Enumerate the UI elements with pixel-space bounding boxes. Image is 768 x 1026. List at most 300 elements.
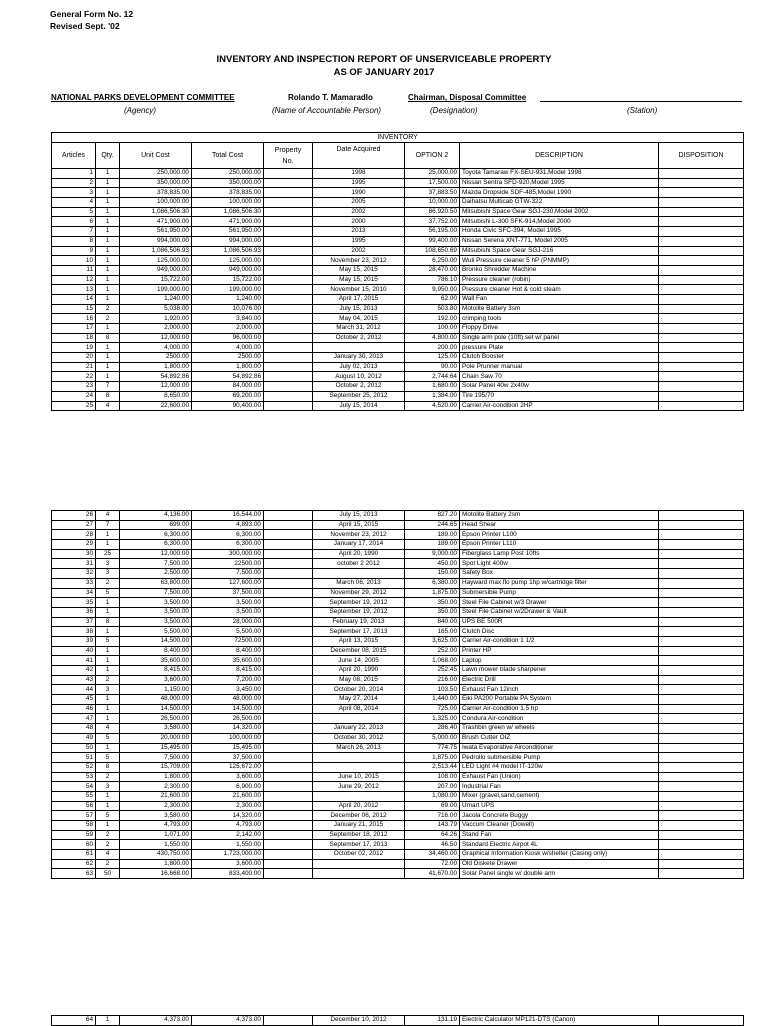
cell-date-acquired xyxy=(313,859,405,869)
cell-unit-cost: 350,000.00 xyxy=(120,178,192,188)
cell-unit-cost: 12,000.00 xyxy=(120,549,192,559)
cell-total-cost: 4,373.00 xyxy=(192,1016,264,1026)
cell-description: Carrier Air-condition 1.5 hp xyxy=(460,704,659,714)
table-row xyxy=(52,695,744,705)
cell-qty: 1 xyxy=(96,217,120,227)
cell-disposition xyxy=(659,850,744,860)
table-row xyxy=(52,598,744,608)
cell-qty: 1 xyxy=(96,198,120,208)
cell-unit-cost: 21,600.00 xyxy=(120,791,192,801)
cell-option2: 90.00 xyxy=(405,362,460,372)
cell-description: Carrier Air-condition 2HP xyxy=(460,401,659,411)
table-row xyxy=(52,549,744,559)
cell-unit-cost: 994,000.00 xyxy=(120,236,192,246)
cell-total-cost: 14,320.00 xyxy=(192,724,264,734)
cell-article-no: 26 xyxy=(52,511,96,521)
cell-qty: 8 xyxy=(96,391,120,401)
cell-article-no: 51 xyxy=(52,753,96,763)
cell-unit-cost: 471,900.00 xyxy=(120,217,192,227)
cell-disposition xyxy=(659,401,744,411)
cell-article-no: 20 xyxy=(52,353,96,363)
cell-date-acquired: September 19, 2012 xyxy=(313,607,405,617)
cell-total-cost: 471,900.00 xyxy=(192,217,264,227)
cell-property-no xyxy=(264,588,313,598)
cell-article-no: 59 xyxy=(52,830,96,840)
cell-qty: 1 xyxy=(96,530,120,540)
cell-disposition xyxy=(659,549,744,559)
cell-date-acquired: February 19, 2013 xyxy=(313,617,405,627)
table-row xyxy=(52,636,744,646)
cell-description: Clutch Booster xyxy=(460,353,659,363)
cell-unit-cost: 8,415.00 xyxy=(120,666,192,676)
cell-description: Jacola Concrete Buggy xyxy=(460,811,659,821)
cell-total-cost: 2,300.00 xyxy=(192,801,264,811)
cell-property-no xyxy=(264,304,313,314)
cell-description: Hayward max flo pump 1hp w/cartridge filter xyxy=(460,578,659,588)
cell-date-acquired: October 30, 2012 xyxy=(313,733,405,743)
cell-date-acquired: 1990 xyxy=(313,188,405,198)
cell-total-cost: 1,086,506.93 xyxy=(192,246,264,256)
cell-disposition xyxy=(659,762,744,772)
cell-property-no xyxy=(264,704,313,714)
cell-disposition xyxy=(659,169,744,179)
cell-option2: 25,000.00 xyxy=(405,169,460,179)
table-row xyxy=(52,830,744,840)
cell-total-cost: 8,415.00 xyxy=(192,666,264,676)
cell-disposition xyxy=(659,743,744,753)
cell-qty: 2 xyxy=(96,859,120,869)
cell-unit-cost: 5,500.00 xyxy=(120,627,192,637)
cell-property-no xyxy=(264,198,313,208)
cell-date-acquired: July 15, 2013 xyxy=(313,511,405,521)
cell-date-acquired: 2002 xyxy=(313,246,405,256)
cell-property-no xyxy=(264,362,313,372)
cell-total-cost: 26,500.00 xyxy=(192,714,264,724)
cell-disposition xyxy=(659,362,744,372)
table-row xyxy=(52,588,744,598)
cell-article-no: 16 xyxy=(52,314,96,324)
cell-property-no xyxy=(264,714,313,724)
cell-date-acquired: 1995 xyxy=(313,178,405,188)
cell-disposition xyxy=(659,256,744,266)
inventory-table-3 xyxy=(51,1015,744,1026)
table-row xyxy=(52,791,744,801)
cell-unit-cost: 1,800.00 xyxy=(120,362,192,372)
cell-date-acquired: March 26, 2013 xyxy=(313,743,405,753)
cell-property-no xyxy=(264,559,313,569)
cell-qty: 1 xyxy=(96,791,120,801)
cell-date-acquired xyxy=(313,791,405,801)
cell-article-no: 1 xyxy=(52,169,96,179)
cell-qty: 4 xyxy=(96,724,120,734)
cell-qty: 1 xyxy=(96,294,120,304)
cell-total-cost: 199,000.00 xyxy=(192,285,264,295)
report-title: INVENTORY AND INSPECTION REPORT OF UNSERVICEABLE PROPERTY xyxy=(216,54,552,65)
cell-article-no: 2 xyxy=(52,178,96,188)
cell-property-no xyxy=(264,743,313,753)
cell-option2: 56,195.00 xyxy=(405,227,460,237)
cell-option2: 450.00 xyxy=(405,559,460,569)
cell-description: Bronko Shredder Machine xyxy=(460,265,659,275)
cell-article-no: 46 xyxy=(52,704,96,714)
cell-total-cost: 3,840.00 xyxy=(192,314,264,324)
cell-article-no: 61 xyxy=(52,850,96,860)
cell-total-cost: 21,600.00 xyxy=(192,791,264,801)
cell-description: Brush Cutter OIZ xyxy=(460,733,659,743)
cell-article-no: 24 xyxy=(52,391,96,401)
cell-description: pressure Plate xyxy=(460,343,659,353)
table-row xyxy=(52,821,744,831)
cell-qty: 5 xyxy=(96,753,120,763)
cell-date-acquired: January 17, 2014 xyxy=(313,540,405,550)
cell-property-no xyxy=(264,391,313,401)
cell-disposition xyxy=(659,333,744,343)
cell-date-acquired: December 08, 2015 xyxy=(313,646,405,656)
cell-description: Mitsubishi Space Gear SGJ-230,Model 2002 xyxy=(460,207,659,217)
cell-option2: 72.00 xyxy=(405,859,460,869)
cell-total-cost: 561,950.00 xyxy=(192,227,264,237)
cell-article-no: 63 xyxy=(52,869,96,879)
cell-description: Lawn mower blade sharpener xyxy=(460,666,659,676)
cell-unit-cost: 16,668.00 xyxy=(120,869,192,879)
cell-description: Spot Light 400w xyxy=(460,559,659,569)
cell-date-acquired: April 08, 2014 xyxy=(313,704,405,714)
cell-disposition xyxy=(659,627,744,637)
cell-description: Safety Box xyxy=(460,569,659,579)
cell-total-cost: 378,835.00 xyxy=(192,188,264,198)
cell-qty: 1 xyxy=(96,169,120,179)
cell-option2: 143.79 xyxy=(405,821,460,831)
cell-qty: 7 xyxy=(96,382,120,392)
cell-description: Mitsubishi L-300 SFK-914,Model 2000 xyxy=(460,217,659,227)
cell-unit-cost: 48,000.00 xyxy=(120,695,192,705)
cell-article-no: 58 xyxy=(52,821,96,831)
cell-qty: 5 xyxy=(96,636,120,646)
cell-date-acquired: october 2 2012 xyxy=(313,559,405,569)
cell-option2: 62.00 xyxy=(405,294,460,304)
cell-disposition xyxy=(659,714,744,724)
table-header xyxy=(52,143,744,169)
accountable-label: (Name of Accountable Person) xyxy=(272,106,382,115)
cell-qty: 1 xyxy=(96,275,120,285)
cell-disposition xyxy=(659,869,744,879)
cell-disposition xyxy=(659,724,744,734)
cell-article-no: 10 xyxy=(52,256,96,266)
cell-total-cost: 3,600.00 xyxy=(192,859,264,869)
cell-description: Fiberglass Lamp Post 10fts xyxy=(460,549,659,559)
cell-qty: 5 xyxy=(96,811,120,821)
cell-qty: 1 xyxy=(96,627,120,637)
col-unit-cost: Unit Cost xyxy=(120,143,192,169)
designation-label: (Designation) xyxy=(430,106,478,115)
cell-disposition xyxy=(659,859,744,869)
cell-date-acquired: May 15, 2015 xyxy=(313,265,405,275)
cell-description: Electric Drill xyxy=(460,675,659,685)
cell-article-no: 5 xyxy=(52,207,96,217)
cell-article-no: 32 xyxy=(52,569,96,579)
cell-property-no xyxy=(264,762,313,772)
cell-date-acquired: 2000 xyxy=(313,217,405,227)
cell-description: Vaccum Cleaner (Dowell) xyxy=(460,821,659,831)
table-row xyxy=(52,685,744,695)
cell-article-no: 41 xyxy=(52,656,96,666)
cell-option2: 108.00 xyxy=(405,772,460,782)
cell-qty: 1 xyxy=(96,714,120,724)
cell-property-no xyxy=(264,236,313,246)
cell-date-acquired: 1998 xyxy=(313,169,405,179)
cell-total-cost: 1,800.00 xyxy=(192,362,264,372)
table-row xyxy=(52,256,744,266)
cell-description: Electric Calculator MP121-DTS (Canon) xyxy=(460,1016,659,1026)
col-articles: Articles xyxy=(52,143,96,169)
cell-property-no xyxy=(264,607,313,617)
cell-article-no: 27 xyxy=(52,520,96,530)
cell-property-no xyxy=(264,343,313,353)
cell-total-cost: 6,900.00 xyxy=(192,782,264,792)
cell-unit-cost: 12,000.00 xyxy=(120,382,192,392)
cell-qty: 1 xyxy=(96,704,120,714)
cell-unit-cost: 1,800.00 xyxy=(120,772,192,782)
cell-property-no xyxy=(264,520,313,530)
cell-option2: 1,440.00 xyxy=(405,695,460,705)
cell-unit-cost: 35,600.00 xyxy=(120,656,192,666)
cell-date-acquired: 2002 xyxy=(313,207,405,217)
form-number-line: General Form No. 12 xyxy=(50,9,134,19)
cell-unit-cost: 1,071.00 xyxy=(120,830,192,840)
cell-total-cost: 15,495.00 xyxy=(192,743,264,753)
cell-option2: 1,384.00 xyxy=(405,391,460,401)
cell-description: Pole Prunner manual xyxy=(460,362,659,372)
cell-option2: 3,625.00 xyxy=(405,636,460,646)
cell-disposition xyxy=(659,782,744,792)
cell-total-cost: 100,000.00 xyxy=(192,198,264,208)
cell-total-cost: 2,142.00 xyxy=(192,830,264,840)
cell-disposition xyxy=(659,314,744,324)
cell-unit-cost: 3,600.00 xyxy=(120,675,192,685)
table-row xyxy=(52,236,744,246)
cell-article-no: 13 xyxy=(52,285,96,295)
table-row xyxy=(52,762,744,772)
cell-disposition xyxy=(659,569,744,579)
cell-date-acquired: April 20, 1990 xyxy=(313,666,405,676)
cell-qty: 1 xyxy=(96,178,120,188)
cell-option2: 716.00 xyxy=(405,811,460,821)
cell-unit-cost: 2,300.00 xyxy=(120,782,192,792)
cell-description: Nissan Sentra SFD-920,Model 1995 xyxy=(460,178,659,188)
cell-qty: 1 xyxy=(96,207,120,217)
cell-property-no xyxy=(264,285,313,295)
cell-total-cost: 1,723,000.00 xyxy=(192,850,264,860)
cell-disposition xyxy=(659,520,744,530)
col-property-no-line1: Property xyxy=(274,146,302,154)
table-row xyxy=(52,324,744,334)
cell-total-cost: 949,000.00 xyxy=(192,265,264,275)
cell-qty: 2 xyxy=(96,772,120,782)
cell-date-acquired: June 10, 2015 xyxy=(313,772,405,782)
cell-disposition xyxy=(659,353,744,363)
cell-disposition xyxy=(659,285,744,295)
cell-disposition xyxy=(659,207,744,217)
cell-unit-cost: 3,500.00 xyxy=(120,607,192,617)
cell-date-acquired: October 20, 2014 xyxy=(313,685,405,695)
cell-disposition xyxy=(659,559,744,569)
table-row xyxy=(52,811,744,821)
cell-qty: 1 xyxy=(96,598,120,608)
cell-unit-cost: 7,500.00 xyxy=(120,588,192,598)
cell-unit-cost: 22,600.00 xyxy=(120,401,192,411)
cell-article-no: 38 xyxy=(52,627,96,637)
cell-property-no xyxy=(264,540,313,550)
table-row xyxy=(52,275,744,285)
table-row xyxy=(52,217,744,227)
cell-disposition xyxy=(659,578,744,588)
cell-disposition xyxy=(659,324,744,334)
table-row xyxy=(52,733,744,743)
cell-description: Carrier Air-condition 1 1/2 xyxy=(460,636,659,646)
cell-disposition xyxy=(659,617,744,627)
cell-qty: 4 xyxy=(96,401,120,411)
cell-property-no xyxy=(264,265,313,275)
cell-article-no: 25 xyxy=(52,401,96,411)
cell-total-cost: 6,300.00 xyxy=(192,530,264,540)
cell-property-no xyxy=(264,724,313,734)
cell-date-acquired: July 02, 2013 xyxy=(313,362,405,372)
cell-date-acquired: April 17, 2015 xyxy=(313,294,405,304)
cell-unit-cost: 1,800.00 xyxy=(120,859,192,869)
cell-option2: 4,800.00 xyxy=(405,333,460,343)
cell-article-no: 60 xyxy=(52,840,96,850)
cell-disposition xyxy=(659,646,744,656)
cell-disposition xyxy=(659,236,744,246)
cell-article-no: 30 xyxy=(52,549,96,559)
cell-description: Exhaust Fan 12inch xyxy=(460,685,659,695)
cell-total-cost: 28,000.00 xyxy=(192,617,264,627)
cell-description: crimping tools xyxy=(460,314,659,324)
cell-article-no: 45 xyxy=(52,695,96,705)
cell-qty: 1 xyxy=(96,695,120,705)
cell-option2: 150.00 xyxy=(405,569,460,579)
cell-option2: 774.75 xyxy=(405,743,460,753)
cell-date-acquired: April 13, 2015 xyxy=(313,636,405,646)
cell-article-no: 6 xyxy=(52,217,96,227)
cell-option2: 1,325.00 xyxy=(405,714,460,724)
cell-unit-cost: 1,920.00 xyxy=(120,314,192,324)
cell-property-no xyxy=(264,530,313,540)
cell-option2: 9,950.00 xyxy=(405,285,460,295)
cell-disposition xyxy=(659,304,744,314)
table-row xyxy=(52,246,744,256)
cell-total-cost: 37,500.00 xyxy=(192,753,264,763)
cell-property-no xyxy=(264,656,313,666)
cell-description: Iwata Evaporative Airconditioner xyxy=(460,743,659,753)
table-row xyxy=(52,401,744,411)
cell-disposition xyxy=(659,588,744,598)
cell-disposition xyxy=(659,830,744,840)
cell-article-no: 19 xyxy=(52,343,96,353)
cell-article-no: 22 xyxy=(52,372,96,382)
cell-description: Daihatsu Multicab GTW-322 xyxy=(460,198,659,208)
cell-unit-cost: 1,240.00 xyxy=(120,294,192,304)
cell-qty: 1 xyxy=(96,188,120,198)
cell-date-acquired: 1995 xyxy=(313,236,405,246)
cell-option2: 1,875.00 xyxy=(405,588,460,598)
cell-qty: 4 xyxy=(96,511,120,521)
cell-property-no xyxy=(264,821,313,831)
cell-unit-cost: 125,000.00 xyxy=(120,256,192,266)
table-row xyxy=(52,178,744,188)
table-row xyxy=(52,265,744,275)
cell-article-no: 21 xyxy=(52,362,96,372)
cell-article-no: 43 xyxy=(52,675,96,685)
cell-option2: 350.00 xyxy=(405,598,460,608)
cell-description: Solar Panel 40w 2x40w xyxy=(460,382,659,392)
cell-article-no: 53 xyxy=(52,772,96,782)
cell-qty: 8 xyxy=(96,617,120,627)
cell-article-no: 37 xyxy=(52,617,96,627)
cell-unit-cost: 26,500.00 xyxy=(120,714,192,724)
cell-disposition xyxy=(659,530,744,540)
cell-disposition xyxy=(659,598,744,608)
cell-unit-cost: 8,650.00 xyxy=(120,391,192,401)
cell-option2: 17,500.00 xyxy=(405,178,460,188)
cell-disposition xyxy=(659,294,744,304)
cell-unit-cost: 8,400.00 xyxy=(120,646,192,656)
cell-article-no: 49 xyxy=(52,733,96,743)
cell-option2: 786.10 xyxy=(405,275,460,285)
cell-total-cost: 2,000.00 xyxy=(192,324,264,334)
cell-description: Clutch Disc xyxy=(460,627,659,637)
col-disposition: DISPOSITION xyxy=(659,143,744,169)
cell-unit-cost: 2,500.00 xyxy=(120,569,192,579)
table-row xyxy=(52,362,744,372)
cell-qty: 8 xyxy=(96,762,120,772)
cell-article-no: 36 xyxy=(52,607,96,617)
cell-unit-cost: 3,580.00 xyxy=(120,811,192,821)
cell-unit-cost: 4,000.00 xyxy=(120,343,192,353)
cell-option2: 725.00 xyxy=(405,704,460,714)
cell-qty: 3 xyxy=(96,559,120,569)
cell-qty: 1 xyxy=(96,256,120,266)
cell-property-no xyxy=(264,401,313,411)
cell-date-acquired: November 23, 2012 xyxy=(313,530,405,540)
cell-unit-cost: 4,373.00 xyxy=(120,1016,192,1026)
cell-total-cost: 300,000.00 xyxy=(192,549,264,559)
table-row xyxy=(52,743,744,753)
cell-article-no: 47 xyxy=(52,714,96,724)
table-row xyxy=(52,353,744,363)
cell-description: Exhaust Fan (Union) xyxy=(460,772,659,782)
cell-property-no xyxy=(264,627,313,637)
cell-disposition xyxy=(659,811,744,821)
cell-qty: 1 xyxy=(96,666,120,676)
table-row xyxy=(52,540,744,550)
table-row xyxy=(52,607,744,617)
cell-qty: 1 xyxy=(96,236,120,246)
cell-article-no: 3 xyxy=(52,188,96,198)
cell-date-acquired: December 06, 2012 xyxy=(313,811,405,821)
cell-option2: 1,080.00 xyxy=(405,791,460,801)
table-row xyxy=(52,227,744,237)
table-row xyxy=(52,859,744,869)
cell-qty: 2 xyxy=(96,840,120,850)
cell-total-cost: 127,600.00 xyxy=(192,578,264,588)
cell-date-acquired xyxy=(313,714,405,724)
cell-total-cost: 4,000.00 xyxy=(192,343,264,353)
table-row xyxy=(52,753,744,763)
cell-unit-cost: 100,000.00 xyxy=(120,198,192,208)
cell-description: Wall Fan xyxy=(460,294,659,304)
cell-unit-cost: 378,835.00 xyxy=(120,188,192,198)
